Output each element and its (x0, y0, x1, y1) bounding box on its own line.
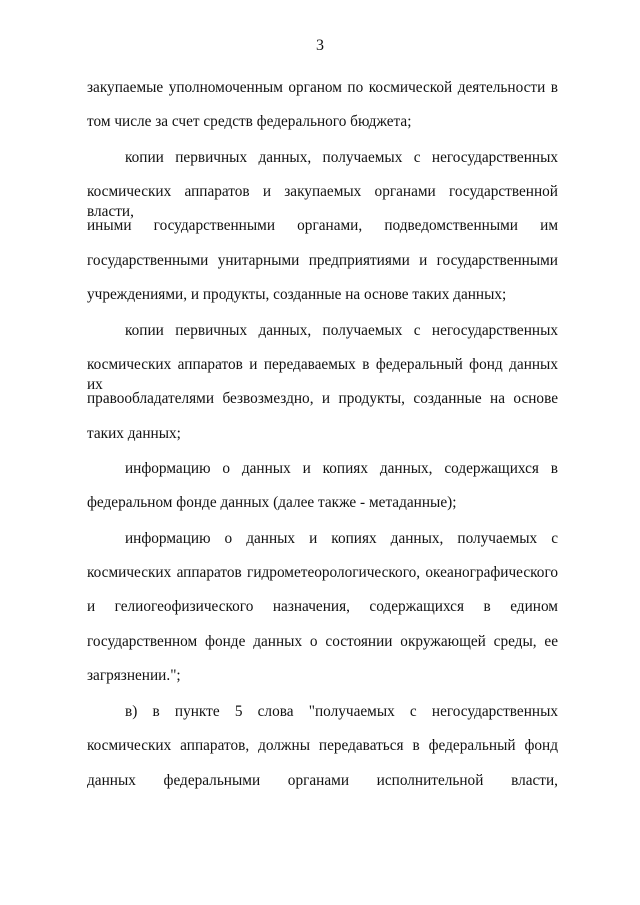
paragraph-first-line: информацию о данных и копиях данных, содержащихся в (125, 460, 558, 477)
text-line: и гелиогеофизического назначения, содержащихся в едином (87, 598, 558, 615)
text-line: данных федеральными органами исполнительной власти, (87, 772, 558, 789)
text-line: закупаемые уполномоченным органом по космической деятельности в (87, 79, 558, 96)
text-line: загрязнении."; (87, 667, 181, 684)
paragraph-first-line: копии первичных данных, получаемых с негосударственных (125, 322, 558, 339)
text-line: таких данных; (87, 425, 181, 442)
text-line: космических аппаратов, должны передаваться в федеральный фонд (87, 737, 558, 754)
text-line: космических аппаратов и закупаемых органами государственной власти, (87, 183, 558, 220)
page-number: 3 (316, 37, 324, 54)
paragraph-first-line: информацию о данных и копиях данных, получаемых с (125, 530, 558, 547)
text-line: космических аппаратов и передаваемых в федеральный фонд данных их (87, 356, 558, 393)
paragraph-first-line: копии первичных данных, получаемых с негосударственных (125, 149, 558, 166)
text-line: космических аппаратов гидрометеорологического, океанографического (87, 564, 558, 581)
paragraph-first-line: в) в пункте 5 слова "получаемых с негосударственных (125, 703, 558, 720)
text-line: государственными унитарными предприятиями и государственными (87, 252, 558, 269)
text-line: иными государственными органами, подведомственными им (87, 217, 558, 234)
text-line: учреждениями, и продукты, созданные на основе таких данных; (87, 286, 507, 303)
text-line: государственном фонде данных о состоянии окружающей среды, ее (87, 633, 558, 650)
text-line: федеральном фонде данных (далее также - метаданные); (87, 494, 457, 511)
text-line: том числе за счет средств федерального бюджета; (87, 113, 412, 130)
text-line: правообладателями безвозмездно, и продукты, созданные на основе (87, 390, 558, 407)
